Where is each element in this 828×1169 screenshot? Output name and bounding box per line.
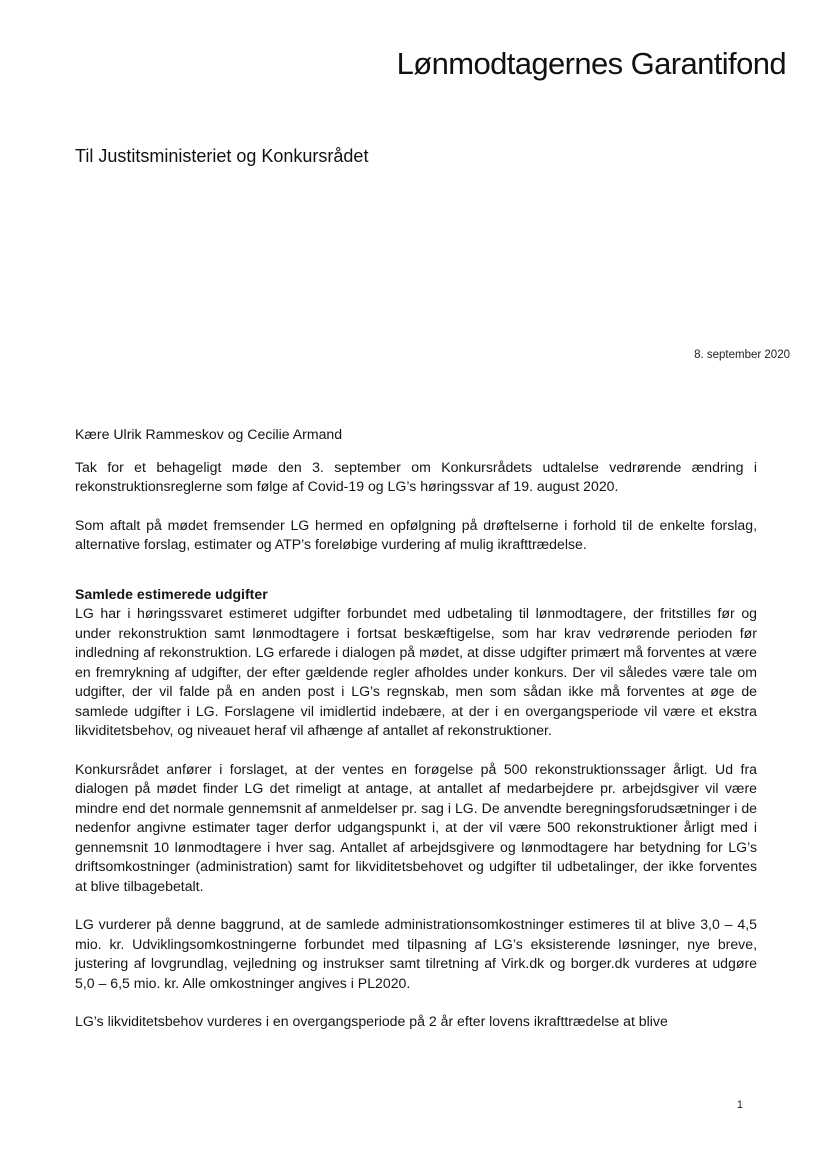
paragraph-administration-costs: LG vurderer på denne baggrund, at de samlede administrationsomkostninger estimeres til at blive 3,0 – 4,5 mio. kr. Udviklingsomkostningerne forbundet med tilpasning af LG’s eksisterende løsninger, nye breve, justering af lovgrundlag, vejledning og instrukser samt tilretning af Virk.dk og borger.dk vurderes at udgøre 5,0 – 6,5 mio. kr. Alle omkostninger angives i PL2020. xyxy=(75,916,757,991)
paragraph-liquidity-needs: LG’s likviditetsbehov vurderes i en overgangsperiode på 2 år efter lovens ikrafttrædelse at blive xyxy=(75,1013,668,1029)
page-number: 1 xyxy=(736,1099,743,1111)
paragraph-estimated-expenses: LG har i høringssvaret estimeret udgifter forbundet med udbetaling til lønmodtagere, der fritstilles før og under rekonstruktion samt lønmodtagere i fortsat beskæftigelse, som har krav vedrørende perioden før indledning af rekonstruktion. LG erfarede i dialogen på mødet, at disse udgifter primært må forventes at være en fremrykning af udgifter, der efter gældende regler afholdes under konkurs. Der vil således være tale om udgifter, der vil falde på en anden post i LG’s regnskab, men som sådan ikke må forventes at øge de samlede udgifter i LG. Forslagene vil imidlertid indebære, at der i en overgangsperiode vil være et ekstra likviditetsbehov, og niveauet heraf vil afhænge af antallet af rekonstruktioner. xyxy=(75,605,757,738)
organization-logo: Lønmodtagernes Garantifond xyxy=(396,46,786,81)
greeting: Kære Ulrik Rammeskov og Cecilie Armand xyxy=(75,426,343,442)
recipient-line: Til Justitsministeriet og Konkursrådet xyxy=(75,146,369,166)
letter-body xyxy=(75,425,757,1051)
paragraph-reconstruction-cases: Konkursrådet anfører i forslaget, at der ventes en forøgelse på 500 rekonstruktionssager årligt. Ud fra dialogen på mødet finder LG det rimeligt at antage, at antallet af medarbejdere pr. arbejdsgiver vil være mindre end det normale gennemsnit af anmeldelser pr. sag i LG. De anvendte beregningsforudsætninger i de nedenfor angivne estimater tager derfor udgangspunkt i, at der vil være 500 rekonstruktioner årligt med i gennemsnit 10 lønmodtagere i hver sag. Antallet af arbejdsgivere og lønmodtagere har betydning for LG’s driftsomkostninger (administration) samt for likviditetsbehovet og udgifter til udbetalinger, der ikke forventes at blive tilbagebetalt. xyxy=(75,760,757,894)
paragraph-follow-up: Som aftalt på mødet fremsender LG hermed en opfølgning på drøftelserne i forhold til de enkelte forslag, alternative forslag, estimater og ATP’s foreløbige vurdering af mulig ikrafttrædelse. xyxy=(75,516,757,552)
section-heading: Samlede estimerede udgifter xyxy=(75,585,268,602)
paragraph-intro: Tak for et behageligt møde den 3. september om Konkursrådets udtalelse vedrørende ændring i rekonstruktionsreglerne som følge af Covid-19 og LG’s høringssvar af 19. august 2020. xyxy=(75,458,757,494)
letter-date: 8. september 2020 xyxy=(694,349,790,361)
